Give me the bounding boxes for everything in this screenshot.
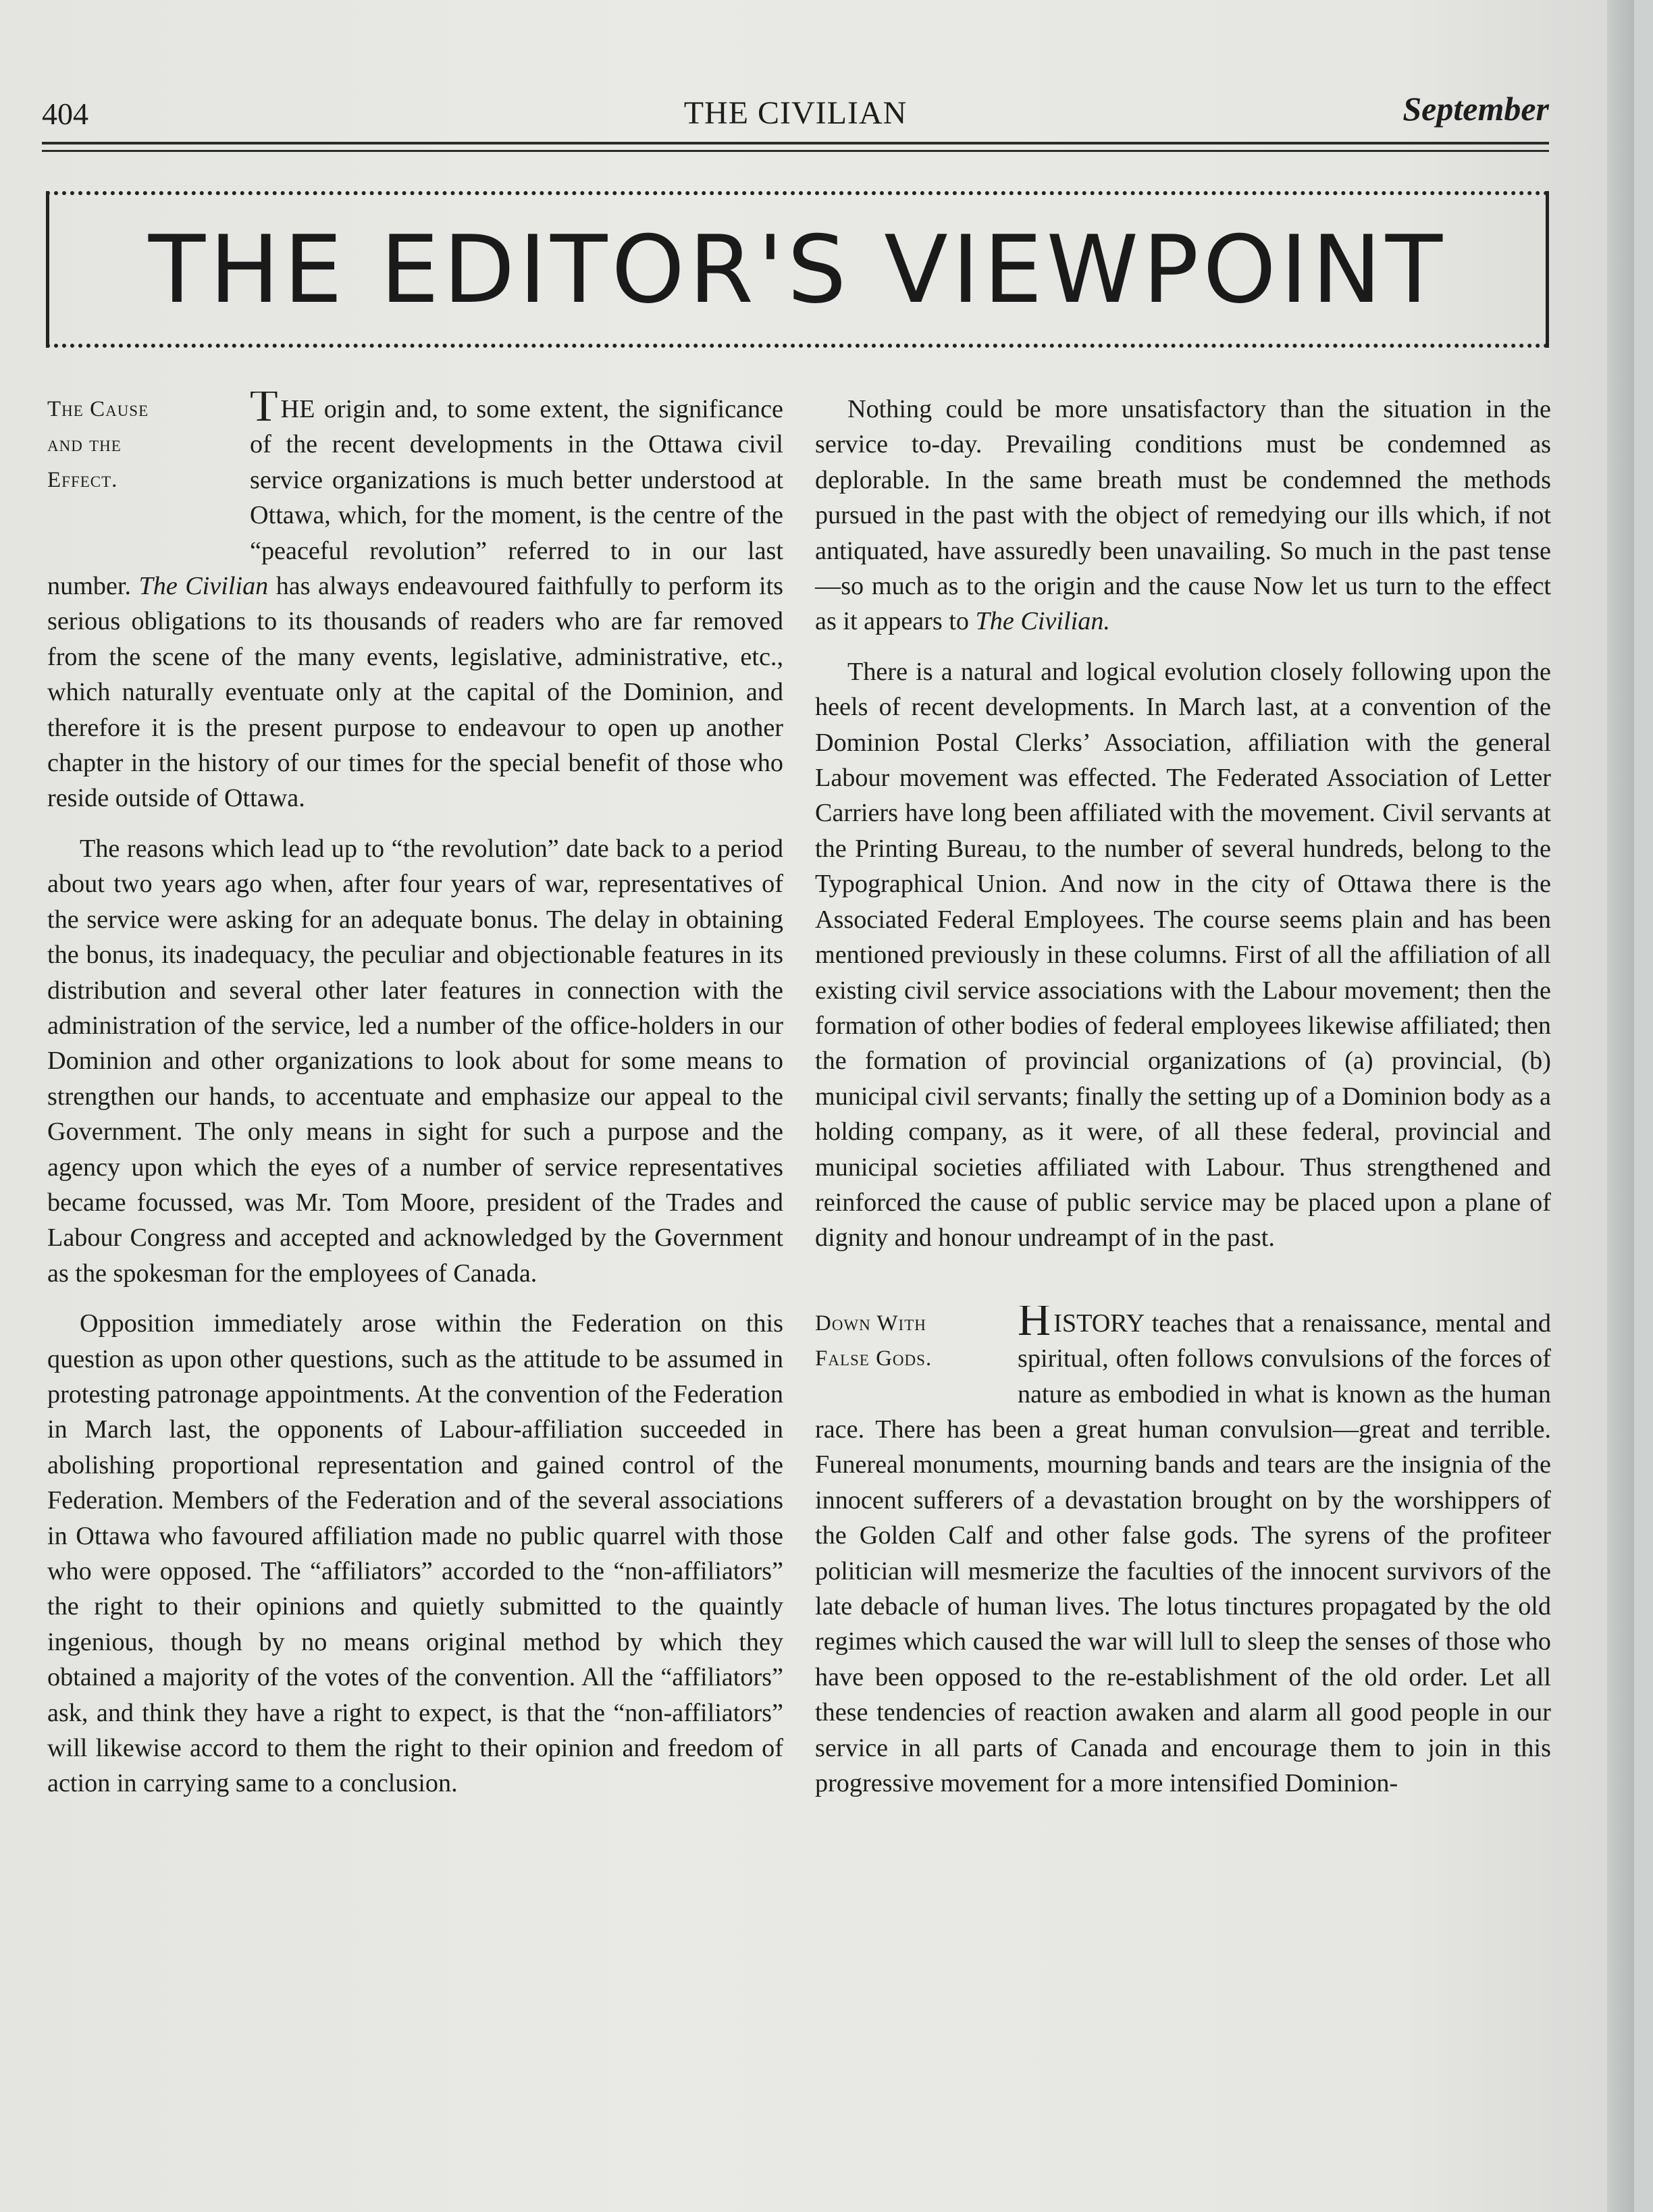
article-false-gods-lead bbox=[815, 1306, 1551, 1801]
page-edge bbox=[1607, 0, 1634, 2212]
running-head bbox=[42, 86, 1549, 134]
paragraph bbox=[815, 1306, 1551, 1801]
publication-name: The Civilian. bbox=[975, 607, 1110, 636]
paragraph bbox=[815, 392, 1551, 639]
paragraph-text: ISTORY teaches that a renaissance, mental and spiritual, often follows convulsions of the forces of nature as embodied in what is known as the human race. There has been a great human convulsion—great and terrible. Funereal monuments, mourning bands and tears are the insignia of the innocent sufferers of a devastation brought on by the worshippers of the Golden Calf and other false gods. The syrens of the profiteer politician will mesmerize the faculties of the innocent survivors of the late debacle of human lives. The lotus tinctures propagated by the old regimes which caused the war will lull to sleep the senses of those who have been opposed to the re-establishment of the old order. Let all these tendencies of reaction awaken and alarm all good people in our service in all parts of Canada and encourage them to join in this progressive movement for a more intensified Dominion- bbox=[815, 1309, 1551, 1798]
paragraph: Opposition immediately arose within the Federation on this question as upon other questions, such as the attitude to be assumed in protesting patronage appointments. At the convention of the Federation in March last, the opponents of Labour-affiliation succeeded in abolishing proportional representation and gained control of the Federation. Members of the Federation and of the several associations in Ottawa who favoured affiliation made no public quarrel with those who were opposed. The “affiliators” accorded to the “non-affiliators” the right to their opinions and quietly submitted to the quaintly ingenious, though by no means original method by which they obtained a majority of the votes of the convention. All the “affiliators” ask, and think they have a right to expect, is that the “non-affiliators” will likewise accord to them the right to their opinion and freedom of action in carrying same to a conclusion. bbox=[47, 1309, 783, 1798]
sidehead-down-with-false-gods bbox=[815, 1306, 1018, 1380]
journal-title: THE CIVILIAN bbox=[683, 95, 908, 131]
paragraph-text: HE origin and, to some extent, the significance of the recent developments in the Ottawa civil service organizations is much better understood at Ottawa, which, for the moment, is the centre of the “peaceful revolution” referred to in our last number. bbox=[47, 395, 783, 601]
banner-title: THE EDITOR'S VIEWPOINT bbox=[148, 215, 1447, 324]
article-cause-lead bbox=[47, 392, 783, 831]
paragraph-text: has always endeavoured faithfully to perform its serious obligations to its thousands of readers who are far removed from the scene of the many events, legislative, administrative, etc., which naturally eventuate only at the capital of the Dominion, and therefore it is the present purpose to endeavour to open up another chapter in the history of our times for the special benefit of those who reside outside of Ottawa. bbox=[47, 572, 783, 813]
paragraph: The reasons which lead up to “the revolution” date back to a period about two years ago when, after four years of war, representatives of the service were asking for an adequate bonus. The delay in obtaining the bonus, its inadequacy, the peculiar and objectionable features in its distribution and several other later features in connection with the administration of the service, led a number of the office-holders in our Dominion and other organizations to look about for some means to strengthen our hands, to accentuate and emphasize our appeal to the Government. The only means in sight for such a purpose and the agency upon which the eyes of a number of service representatives became focussed, was Mr. Tom Moore, president of the Trades and Labour Congress and accepted and acknowledged by the Government as the spokesman for the employees of Canada. bbox=[47, 834, 783, 1288]
sidehead-cause-and-effect bbox=[47, 392, 250, 533]
issue-month: September bbox=[1402, 90, 1549, 128]
page-number: 404 bbox=[42, 97, 88, 131]
paragraph: There is a natural and logical evolution closely following upon the heels of recent developments. In March last, at a convention of the Dominion Postal Clerks’ Association, affiliation with the general Labour movement was effected. The Federated Association of Letter Carriers have long been affiliated with the movement. Civil servants at the Printing Bureau, to the number of several hundreds, belong to the Typographical Union. And now in the city of Ottawa there is the Associated Federal Employees. The course seems plain and has been mentioned previously in these columns. First of all the affiliation of all existing civil service associations with the Labour movement; then the formation of other bodies of federal employees likewise affiliated; then the formation of provincial organizations of (a) provincial, (b) municipal civil servants; finally the setting up of a Dominion body as a holding company, as it were, of all these federal, provincial and municipal societies affiliated with Labour. Thus strengthened and reinforced the cause of public service may be placed upon a plane of dignity and honour undreampt of in the past. bbox=[815, 657, 1551, 1253]
column-left bbox=[47, 392, 783, 1816]
column-right bbox=[815, 392, 1551, 1801]
sidehead-line: and the bbox=[47, 432, 122, 457]
sidehead-line: Down With bbox=[815, 1311, 926, 1336]
header-rule bbox=[42, 142, 1549, 144]
sidehead-line: Effect. bbox=[47, 467, 118, 492]
drop-cap: H bbox=[1018, 1305, 1051, 1345]
header-rule-secondary bbox=[42, 150, 1549, 152]
section-banner bbox=[46, 191, 1549, 348]
paragraph-text: Nothing could be more unsatisfactory than the situation in the service to-day. Prevailing conditions must be condemned as deplorable. In the same breath must be condemned the methods pursued in the past with the object of remedying our ills which, if not antiquated, have assuredly been unavailing. So much in the past tense—so much as to the origin and the cause Now let us turn to the effect as it appears to bbox=[815, 395, 1551, 636]
section-gap bbox=[815, 1271, 1551, 1306]
drop-cap: T bbox=[250, 392, 278, 431]
sidehead-line: The Cause bbox=[47, 397, 149, 421]
sidehead-line: False Gods. bbox=[815, 1346, 933, 1371]
publication-name: The Civilian bbox=[138, 572, 269, 601]
